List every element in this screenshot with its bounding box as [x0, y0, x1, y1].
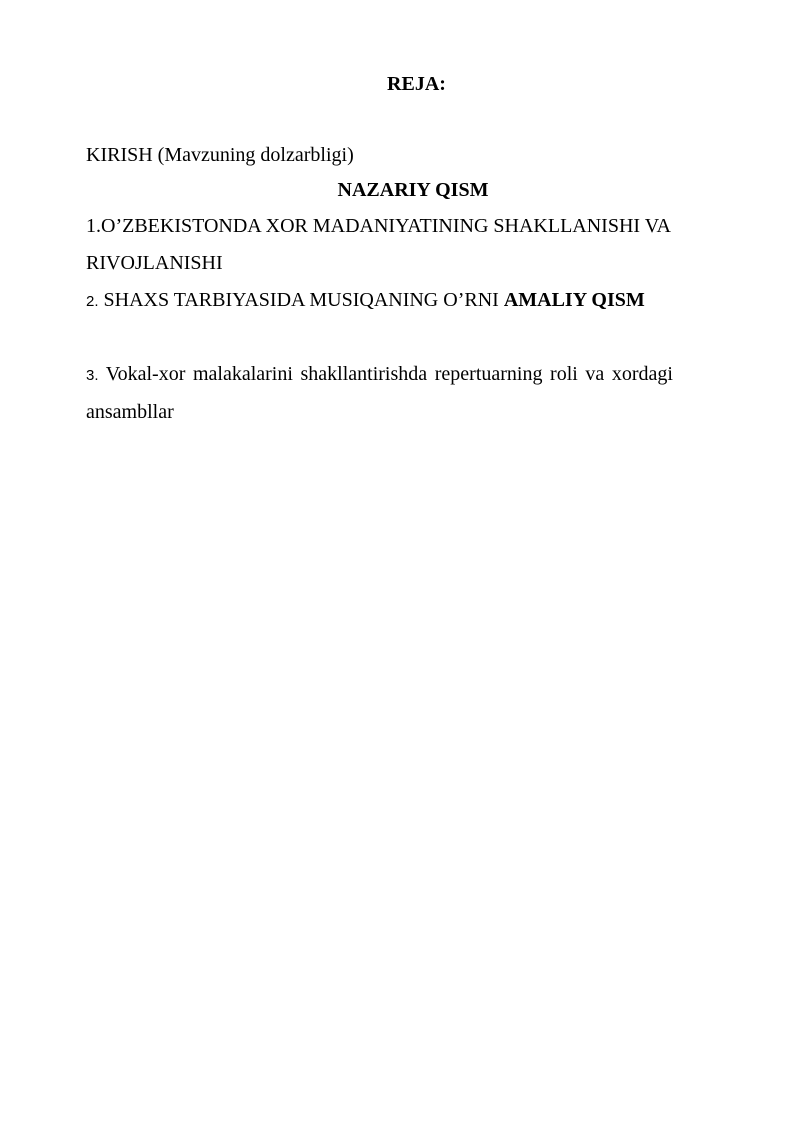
page-title: REJA:: [387, 73, 446, 95]
practical-section-heading: AMALIY QISM: [503, 289, 645, 311]
plan-item-3-text: Vokal-xor malakalarini shakllantirishda repertuarning roli va xordagi ansambllar: [86, 363, 673, 423]
plan-item-1: [86, 208, 726, 282]
intro-line: KIRISH (Mavzuning dolzarbligi): [86, 144, 354, 166]
plan-item-2: [86, 282, 673, 320]
plan-item-3-number: 3.: [86, 367, 99, 384]
theory-section-heading: NAZARIY QISM: [337, 179, 489, 201]
plan-item-2-number: 2.: [86, 293, 99, 310]
plan-item-2-text: SHAXS TARBIYASIDA MUSIQANING O’RNI: [98, 289, 504, 311]
plan-item-3: [86, 356, 673, 431]
plan-item-1-text: 1.O’ZBEKISTONDA XOR MADANIYATINING SHAKLLANISHI VA RIVOJLANISHI: [86, 215, 670, 274]
